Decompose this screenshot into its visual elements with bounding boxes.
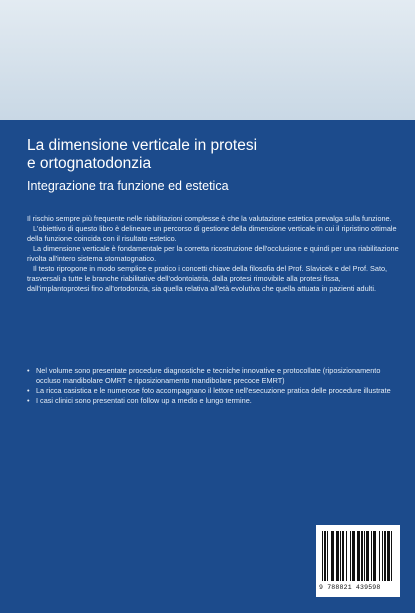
top-band — [0, 0, 415, 120]
description — [27, 214, 399, 294]
book-subtitle: Integrazione tra funzione ed estetica — [27, 179, 229, 193]
description-paragraph: L'obiettivo di questo libro è delineare un percorso di gestione della dimensione verticale in cui il ripristino ottimale della funzione coincida con il risultato estetico. — [27, 224, 397, 243]
feature-list-item: • Nel volume sono presentate procedure diagnostiche e tecniche innovative e protocollate (riposizionamento occluso mandibolare OMRT e riposizionamento mandibolare precoce EMRT) — [27, 366, 399, 386]
barcode-digits: 9 788821 439598 — [319, 584, 381, 591]
book-title — [27, 137, 397, 173]
feature-list-item: • La ricca casistica e le numerose foto accompagnano il lettore nell'esecuzione pratica delle procedure illustrate — [27, 386, 399, 396]
barcode-bar — [392, 531, 394, 581]
description-paragraph: La dimensione verticale è fondamentale per la corretta ricostruzione dell'occlusione e quindi per una riabilitazione rivolta all'intero sistema stomatognatico. — [27, 244, 399, 263]
barcode-image — [322, 531, 394, 581]
book-title-line-2: e ortognatodonzia — [27, 155, 152, 172]
description-paragraph: Il rischio sempre più frequente nelle riabilitazioni complesse è che la valutazione estetica prevalga sulla funzione. — [27, 214, 392, 223]
feature-list — [27, 366, 399, 406]
barcode-label — [316, 525, 400, 597]
feature-list-item: • I casi clinici sono presentati con follow up a medio e lungo termine. — [27, 396, 399, 406]
description-paragraph: Il testo ripropone in modo semplice e pratico i concetti chiave della filosofia del Prof. Slavicek e del Prof. Sato, trasversali a tutte le branche riabilitative dell'odontoiatria, dalla protesi rimovibile alla protesi fissa, dall'implantoprotesi fino all'ortodonzia, sia quella relativa all'età evolutiva che quella attuata in pazienti adulti. — [27, 264, 388, 293]
book-title-line-1: La dimensione verticale in protesi — [27, 137, 258, 154]
